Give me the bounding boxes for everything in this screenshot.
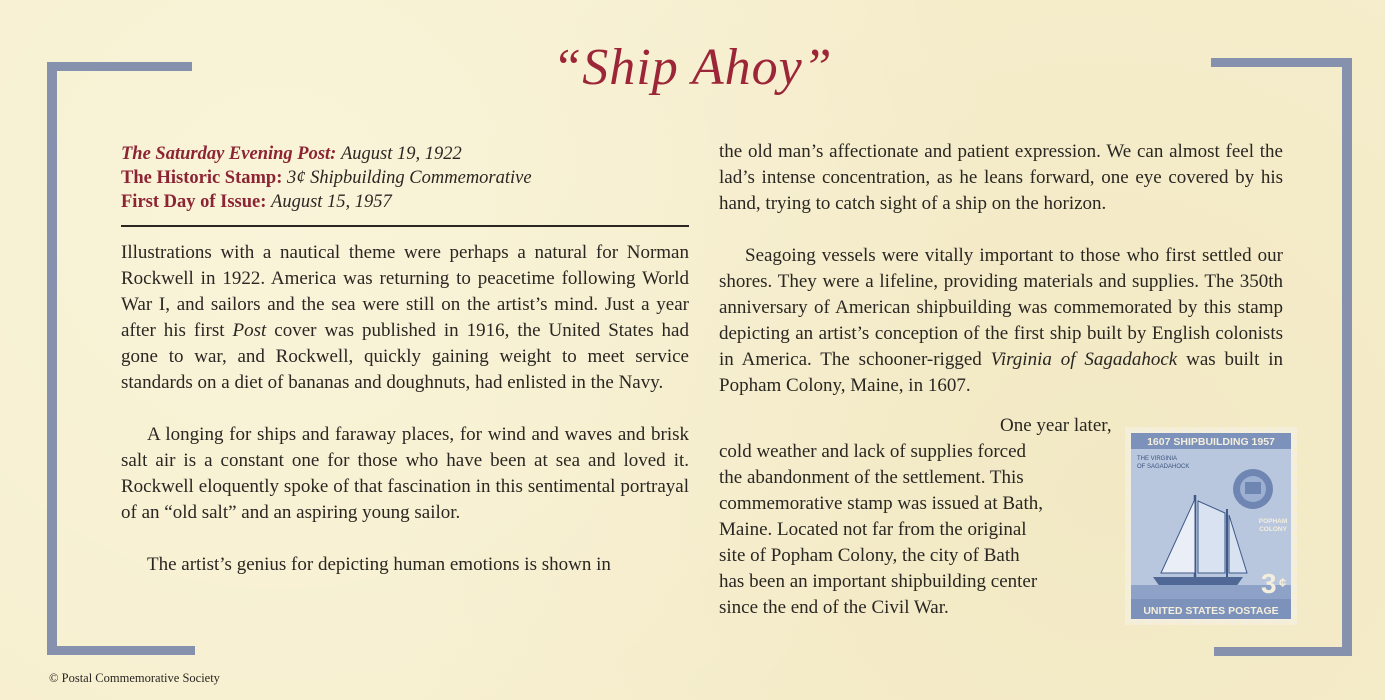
stamp-top-text: 1607 SHIPBUILDING 1957 [1147, 436, 1275, 448]
left-column [121, 240, 689, 578]
stamp-ship-name-2: OF SAGADAHOCK [1137, 464, 1190, 470]
text-line: Maine. Located not far from the original [719, 519, 1027, 540]
paragraph-text: Seagoing vessels were vitally important to those who first settled our shores. They were a lifeline, providing materials and supplies. The 350th anniversary of American shipbuilding was commemorated by this stamp depicting an artist’s conception of the first ship built by English colonists in America. The schooner-rigged [719, 245, 1283, 370]
page-title: “Ship Ahoy” [552, 39, 833, 96]
frame-bracket-bottom-left [47, 646, 195, 655]
stamp-ship-name-1: THE VIRGINIA [1137, 456, 1178, 462]
frame-bracket-right [1342, 58, 1352, 656]
paragraph: The artist’s genius for depicting human emotions is shown in [147, 554, 611, 575]
issue-label: First Day of Issue: [121, 192, 267, 212]
stamp-label: The Historic Stamp: [121, 168, 283, 188]
stamp-value: 3¢ Shipbuilding Commemorative [286, 168, 532, 188]
paragraph-text: was built in Popham Colony, Maine, in 1607. [719, 349, 1283, 396]
stamp-colony-2: COLONY [1259, 526, 1287, 533]
frame-bracket-left [47, 62, 57, 655]
issue-row [121, 190, 691, 214]
text-line: commemorative stamp was issued at Bath, [719, 493, 1043, 514]
stamp-row [121, 166, 691, 190]
paragraph: A longing for ships and faraway places, for wind and waves and brisk salt air is a constant one for those who have been at sea and loved it. Rockwell eloquently spoke of that fascination in this sentimental portrayal of an “old salt” and an aspiring young sailor. [121, 424, 689, 523]
paragraph-text: Illustrations with a nautical theme were perhaps a natural for Norman Rockwell in 1922. America was returning to peacetime following World War I, and sailors and the sea were still on the artist’s mind. Just a year after his first [121, 242, 689, 341]
stamp-colony-1: POPHAM [1258, 518, 1288, 525]
divider-rule [121, 225, 689, 227]
publication-details [121, 142, 691, 214]
post-date: August 19, 1922 [340, 144, 462, 164]
text-line: cold weather and lack of supplies forced [719, 441, 1027, 462]
frame-bracket-bottom-right [1214, 647, 1352, 656]
text-line: site of Popham Colony, the city of Bath [719, 545, 1020, 566]
text-line: since the end of the Civil War. [719, 597, 949, 618]
italic-text: Post [232, 320, 267, 341]
right-column [719, 139, 1283, 399]
paragraph: the old man’s affectionate and patient expression. We can almost feel the lad’s intense concentration, as he leans forward, one eye covered by his hand, trying to catch sight of a ship on the horizon. [719, 141, 1283, 214]
postage-stamp [1125, 427, 1297, 625]
stamp-denomination: 3 [1261, 568, 1277, 599]
issue-date: August 15, 1957 [271, 192, 392, 212]
stamp-graphic [1125, 427, 1297, 625]
stamp-cent: ¢ [1279, 575, 1287, 590]
text-line: the abandonment of the settlement. This [719, 467, 1024, 488]
paragraph-text: cover was published in 1916, the United States had gone to war, and Rockwell, quickly gaining weight to meet service standards on a diet of bananas and doughnuts, had enlisted in the Navy. [121, 320, 689, 393]
text-line: has been an important shipbuilding center [719, 571, 1038, 592]
post-date-row [121, 142, 691, 166]
stamp-bottom-text: UNITED STATES POSTAGE [1143, 605, 1279, 617]
post-label: The Saturday Evening Post: [121, 144, 337, 164]
paragraph [719, 243, 1283, 399]
copyright-footer: © Postal Commemorative Society [49, 671, 220, 685]
italic-text: Virginia of Sagadahock [990, 349, 1178, 370]
paragraph [121, 240, 689, 396]
text-line: One year later, [1000, 415, 1112, 436]
